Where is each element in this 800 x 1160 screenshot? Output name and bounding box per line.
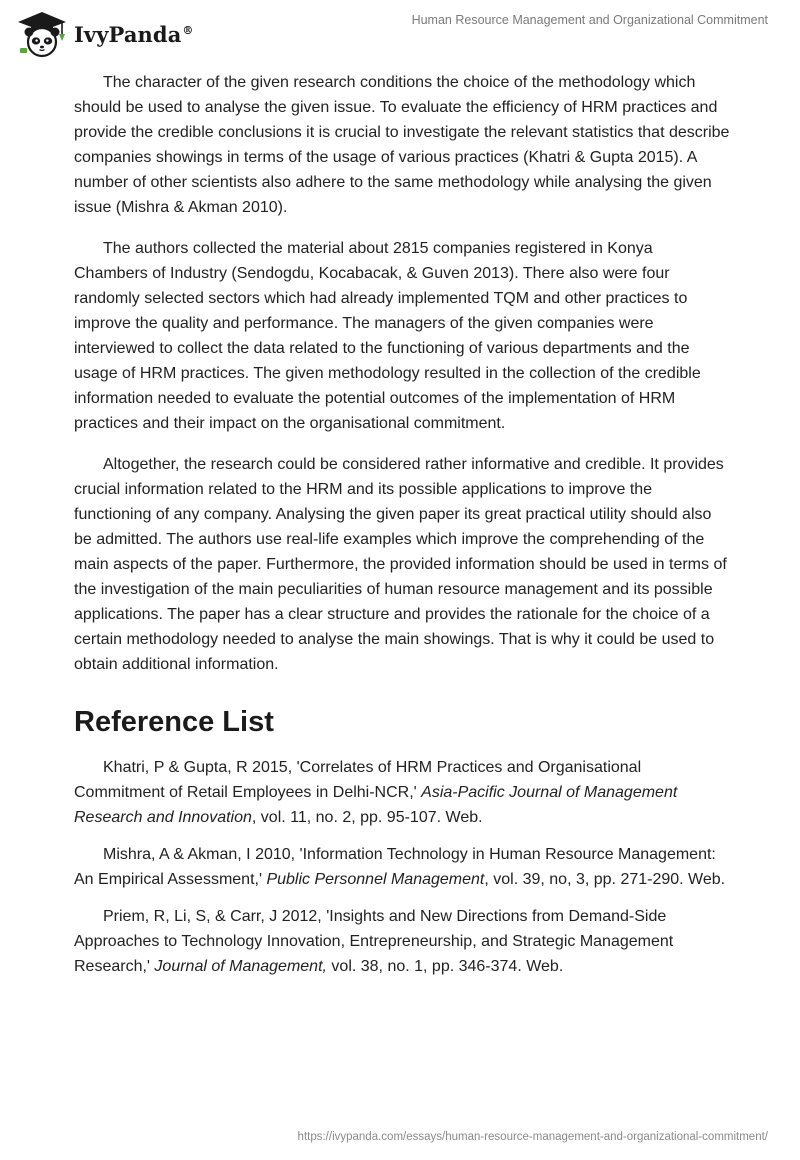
- reference-text: Khatri, P & Gupta, R 2015, 'Correlates of HRM Practices and Organisational Commitment of Retail Employees in Delhi-NCR,': [74, 759, 642, 801]
- reference-item: [74, 904, 730, 979]
- body-paragraph: Altogether, the research could be considered rather informative and credible. It provides crucial information related to the HRM and its possible applications to improve the functioning of any company. Analysing the given paper its great practical utility should also be admitted. The authors use real-life examples which improve the comprehending of the main aspects of the paper. Furthermore, the provided information should be used in terms of the investigation of the main peculiarities of human resource management and its possible applications. The paper has a clear structure and provides the rationale for the choice of a certain methodology needed to analyse the main showings. That is why it could be used to obtain additional information.: [74, 456, 727, 673]
- panda-graduate-icon: [14, 8, 70, 60]
- page-header: [0, 0, 800, 66]
- brand-name: IvyPanda®: [74, 21, 194, 47]
- body-paragraph: The character of the given research conditions the choice of the methodology which should be used to analyse the given issue. To evaluate the efficiency of HRM practices and provide the credible conclusions it is crucial to investigate the relevant statistics that describe companies showings in terms of the usage of various practices (Khatri & Gupta 2015). A number of other scientists also adhere to the same methodology while analysing the given issue (Mishra & Akman 2010).: [74, 74, 730, 216]
- brand-logo[interactable]: [14, 8, 194, 60]
- source-url[interactable]: https://ivypanda.com/essays/human-resource-management-and-organizational-commitment/: [297, 1131, 768, 1143]
- registered-mark: ®: [182, 23, 194, 37]
- reference-details: , vol. 11, no. 2, pp. 95-107. Web.: [251, 809, 483, 826]
- reference-item: [74, 842, 730, 892]
- reference-details: vol. 38, no. 1, pp. 346-374. Web.: [326, 958, 564, 975]
- reference-details: , vol. 39, no, 3, pp. 271-290. Web.: [484, 871, 726, 888]
- reference-text: Mishra, A & Akman, I 2010, 'Information Technology in Human Resource Management: An Empirical Assessment,': [74, 846, 716, 888]
- reference-item: [74, 755, 730, 830]
- essay-content: [74, 70, 730, 991]
- body-paragraph: The authors collected the material about 2815 companies registered in Konya Chambers of Industry (Sendogdu, Kocabacak, & Guven 2013). There also were four randomly selected sectors which had already implemented TQM and other practices to improve the quality and performance. The managers of the given companies were interviewed to collect the data related to the functioning of various departments and the usage of HRM practices. The given methodology resulted in the collection of the credible information needed to evaluate the potential outcomes of the implementation of HRM practices and their impact on the organisational commitment.: [74, 240, 701, 432]
- document-title: Human Resource Management and Organizational Commitment: [411, 13, 768, 27]
- reference-journal: Asia-Pacific Journal of Management Research and Innovation: [74, 784, 678, 826]
- reference-journal: Public Personnel Management: [266, 871, 485, 888]
- reference-text: Priem, R, Li, S, & Carr, J 2012, 'Insights and New Directions from Demand-Side Approaches to Technology Innovation, Entrepreneurship, and Strategic Management Research,': [74, 908, 674, 975]
- reference-journal: Journal of Management,: [154, 958, 327, 975]
- reference-list-heading: Reference List: [74, 706, 274, 738]
